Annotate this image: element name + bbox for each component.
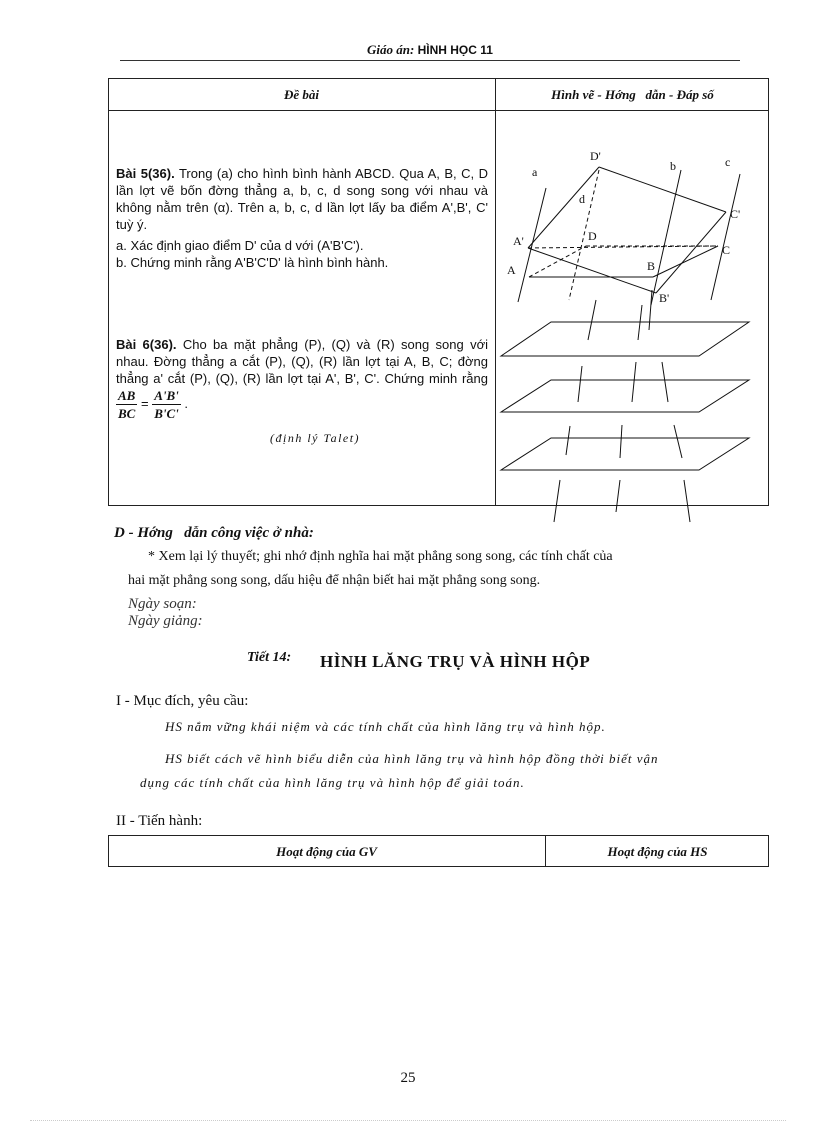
header-rule (120, 60, 740, 61)
exercise-6-end: . (184, 395, 189, 411)
exercise-6 (116, 336, 488, 422)
line-ap-bottom (616, 480, 620, 512)
objective-1: HS nắm vững khái niệm và các tính chất của hình lăng trụ và hình hộp. (165, 719, 606, 734)
fraction-bc: BC (118, 406, 136, 421)
label-bp: B' (659, 291, 670, 305)
page-header (120, 42, 740, 58)
label-d: D (588, 229, 597, 243)
part-1-title: I - Mục đích, yêu cầu: (116, 693, 249, 709)
exercise-5-label: Bài 5(36). (116, 166, 175, 181)
label-ap: A' (513, 234, 524, 248)
page-bottom-rule (30, 1120, 786, 1121)
label-b-line: b (670, 159, 676, 173)
fraction-ab: AB (118, 388, 136, 403)
line-c-bottom (684, 480, 690, 522)
lesson-number: Tiết 14: (247, 650, 292, 665)
line-ap-mid (632, 362, 636, 402)
homework-line-1: * Xem lại lý thuyết; ghi nhớ định nghĩa hai mặt phẳng song song, các tính chất của (148, 549, 613, 564)
homework-line-2: hai mặt phẳng song song, dấu hiệu để nhận biết hai mặt phẳng song song. (128, 573, 541, 588)
date-prepared: Ngày soạn: (128, 596, 197, 612)
exercise-table-header-rule (108, 110, 769, 111)
exercise-6-text: Cho ba mặt phẳng (P), (Q) và (R) song song với nhau. Đờng thẳng a cắt (P), (Q), (R) lần lợt tại A, B, C; đờng thẳng a' cắt (P), (Q), (R) lần lợt tại A', B', C'. Chứng minh rằng (116, 337, 488, 386)
line-a-mid (578, 366, 582, 402)
fraction-ab-bc (116, 387, 137, 422)
label-dp: D' (590, 149, 601, 163)
label-c-line: c (725, 155, 731, 169)
alpha-symbol: α (217, 200, 226, 215)
line-a-mid2 (566, 426, 570, 455)
equals-sign: = (140, 395, 149, 411)
talet-note: (định lý Talet) (270, 431, 361, 445)
line-ap-mid2 (620, 425, 622, 458)
objective-2a: HS biết cách vẽ hình biểu diễn của hình lăng trụ và hình hộp đồng thời biết vận (165, 751, 659, 766)
label-c: C (722, 243, 731, 257)
segment-apbp (528, 248, 656, 293)
geometry-figure (496, 140, 769, 525)
segment-dpcp (599, 167, 726, 212)
homework-title: D - Hớng dẫn công việc ở nhà: (114, 525, 314, 541)
exercise-5-text-a: Trong (a) cho hình bình hành ABCD. Qua A, B, C, D lần lợt vẽ bốn đờng thẳng a, b, c, d song song với nhau và không nằm trên ( (116, 166, 488, 215)
line-b-extension (649, 290, 652, 330)
line-a-top (588, 300, 596, 340)
objective-2b: dụng các tính chất của hình lăng trụ và hình hộp để giải toán. (140, 775, 525, 790)
exercise-5-item-a: a. Xác định giao điểm D' của d với (A'B'C'). (116, 238, 364, 253)
label-b: B (647, 259, 656, 273)
exercise-5-item-b: b. Chứng minh rằng A'B'C'D' là hình bình hành. (116, 255, 389, 270)
exercise-5-text-b: ). Trên a, b, c, d lần lợt lấy ba điểm A',B', C' tuỳ ý. (116, 200, 488, 232)
line-c-mid2 (674, 425, 682, 458)
fraction-apbp: A'B' (154, 388, 179, 403)
label-a-line: a (532, 165, 538, 179)
activity-header-student: Hoạt động của HS (607, 844, 708, 859)
line-c (711, 174, 740, 300)
label-cp: C' (730, 207, 741, 221)
header-subject: HÌNH HỌC 11 (417, 43, 493, 57)
plane-q (501, 380, 749, 412)
part-2-title: II - Tiến hành: (116, 813, 203, 829)
exercise-5 (116, 165, 488, 271)
line-a-bottom (554, 480, 560, 522)
table-header-problem: Đề bài (283, 87, 320, 102)
label-a: A (507, 263, 516, 277)
page-number: 25 (400, 1070, 416, 1086)
label-d-line: d (579, 192, 585, 206)
parallelogram-figure (518, 167, 740, 330)
activity-header-teacher: Hoạt động của GV (276, 844, 377, 859)
plane-p (501, 322, 749, 356)
plane-r (501, 438, 749, 470)
table-header-solution: Hình vẽ - Hớng dẫn - Đáp số (551, 87, 714, 102)
date-taught: Ngày giảng: (128, 613, 203, 629)
header-prefix: Giáo án: (367, 42, 415, 57)
parallel-planes-figure (501, 300, 749, 522)
exercise-6-label: Bài 6(36). (116, 337, 177, 352)
lesson-title: HÌNH LĂNG TRỤ VÀ HÌNH HỘP (320, 652, 591, 671)
fraction-apbp-bpcp (152, 387, 181, 422)
line-c-mid (662, 362, 668, 402)
fraction-bpcp: B'C' (154, 406, 179, 421)
